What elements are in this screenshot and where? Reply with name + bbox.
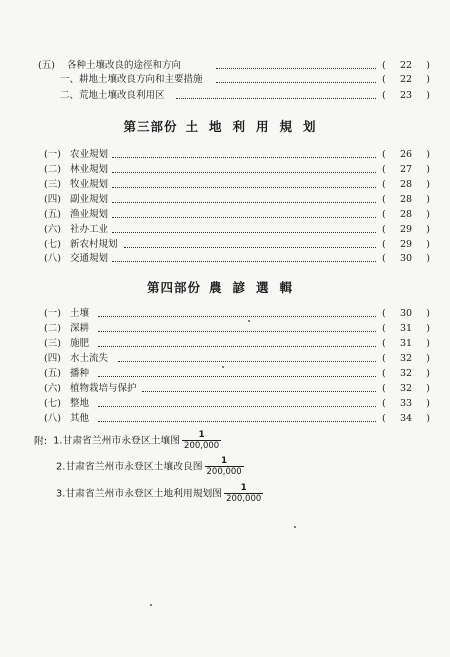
page-ref: ( 30 ) — [382, 251, 430, 267]
entry-title: 二、荒地土壤改良利用区 — [60, 90, 165, 101]
toc-entry — [0, 177, 450, 193]
appendix-entry — [34, 430, 221, 451]
appendix-title: 1.甘肃省兰州市永登区土壤图 — [53, 435, 181, 447]
page-number: 29 — [399, 224, 413, 235]
page-number: 30 — [399, 253, 413, 264]
toc-subentry — [0, 88, 450, 104]
toc-entry — [0, 396, 450, 412]
page-number: 33 — [399, 398, 413, 409]
dot-leader — [142, 391, 376, 392]
toc-entry — [0, 147, 450, 163]
dot-leader — [112, 217, 376, 218]
entry-title: 林业規划 — [70, 164, 109, 175]
entry-title: 播种 — [70, 368, 90, 379]
entry-number: (一) — [44, 308, 61, 319]
entry-number: (二) — [44, 164, 61, 175]
scale-numerator: 1 — [224, 483, 263, 494]
page-ref: ( 26 ) — [382, 147, 430, 163]
page-ref: ( 29 ) — [382, 237, 430, 253]
map-scale — [182, 430, 221, 451]
page-ref: ( 32 ) — [382, 381, 430, 397]
entry-title: 深耕 — [70, 323, 90, 334]
part-heading — [0, 117, 450, 135]
entry-number: (七) — [44, 398, 61, 409]
entry-title: 牧业規划 — [70, 179, 109, 190]
entry-title: 各种土壤改良的途徑和方向 — [67, 60, 182, 71]
page-number: 22 — [399, 60, 413, 71]
page-ref: ( 28 ) — [382, 207, 430, 223]
scale-numerator: 1 — [182, 430, 221, 441]
entry-title: 水土流失 — [70, 353, 109, 364]
dot-leader — [112, 261, 376, 262]
entry-title: 社办工业 — [70, 224, 109, 235]
dot-leader — [98, 316, 376, 317]
toc-entry — [0, 366, 450, 382]
entry-number: (四) — [44, 353, 61, 364]
scan-speck — [248, 320, 250, 322]
entry-number: (三) — [44, 338, 61, 349]
scan-speck — [150, 604, 152, 606]
appendix-title: 2.甘肃省兰州市永登区土壤改良图 — [56, 461, 203, 473]
dot-leader — [98, 331, 376, 332]
toc-entry — [0, 411, 450, 427]
toc-subentry — [0, 72, 450, 88]
toc-entry — [0, 321, 450, 337]
page-ref: ( 28 ) — [382, 177, 430, 193]
entry-number: (六) — [44, 224, 61, 235]
page-number: 32 — [399, 368, 413, 379]
map-scale — [224, 483, 263, 504]
part-title: 土地利用規划 — [185, 119, 327, 134]
scale-denominator: 200,000 — [184, 441, 220, 451]
dot-leader — [112, 172, 376, 173]
part-prefix: 第三部份 — [123, 119, 178, 134]
page-number: 26 — [399, 149, 413, 160]
part-prefix: 第四部份 — [146, 280, 201, 295]
part-heading — [0, 278, 450, 296]
map-scale — [205, 456, 244, 477]
page-ref: ( 32 ) — [382, 351, 430, 367]
entry-title: 副业規划 — [70, 194, 109, 205]
entry-title: 植物栽培与保护 — [70, 383, 137, 394]
page-number: 22 — [399, 74, 413, 85]
toc-entry — [0, 192, 450, 208]
entry-number: (三) — [44, 179, 61, 190]
toc-entry — [0, 162, 450, 178]
toc-entry — [0, 306, 450, 322]
dot-leader — [112, 232, 376, 233]
page-ref: ( 33 ) — [382, 396, 430, 412]
page-ref: ( 22 ) — [382, 58, 430, 74]
page-number: 31 — [399, 323, 413, 334]
page-number: 28 — [399, 179, 413, 190]
dot-leader — [124, 247, 376, 248]
dot-leader — [112, 187, 376, 188]
appendix-entry — [56, 456, 244, 477]
toc-entry — [0, 207, 450, 223]
page-ref: ( 28 ) — [382, 192, 430, 208]
page-number: 23 — [399, 90, 413, 101]
page-ref: ( 31 ) — [382, 336, 430, 352]
dot-leader — [98, 346, 376, 347]
page-ref: ( 29 ) — [382, 222, 430, 238]
appendix-entry — [56, 483, 263, 504]
entry-number: (五) — [44, 209, 61, 220]
toc-entry — [0, 351, 450, 367]
page-ref: ( 31 ) — [382, 321, 430, 337]
entry-title: 土壤 — [70, 308, 90, 319]
dot-leader — [216, 82, 376, 83]
scale-denominator: 200,000 — [226, 494, 262, 504]
appendix-title: 3.甘肃省兰州市永登区土地利用規划图 — [56, 488, 223, 500]
page-number: 28 — [399, 209, 413, 220]
toc-entry — [0, 336, 450, 352]
entry-title: 农业規划 — [70, 149, 109, 160]
appendix-prefix: 附: — [34, 435, 48, 447]
entry-number: (五) — [38, 60, 55, 71]
page-ref: ( 30 ) — [382, 306, 430, 322]
page-ref: ( 22 ) — [382, 72, 430, 88]
dot-leader — [98, 406, 376, 407]
page-number: 27 — [399, 164, 413, 175]
page-number: 32 — [399, 353, 413, 364]
page-number: 29 — [399, 239, 413, 250]
scan-speck — [222, 366, 224, 368]
entry-number: (八) — [44, 413, 61, 424]
scale-denominator: 200,000 — [206, 467, 242, 477]
page-number: 31 — [399, 338, 413, 349]
scan-speck — [294, 526, 296, 528]
entry-title: 交通規划 — [70, 253, 109, 264]
dot-leader — [118, 361, 376, 362]
page-ref: ( 34 ) — [382, 411, 430, 427]
toc-entry — [0, 251, 450, 267]
entry-number: (八) — [44, 253, 61, 264]
scale-numerator: 1 — [205, 456, 244, 467]
entry-number: (一) — [44, 149, 61, 160]
entry-title: 新农村規划 — [70, 239, 118, 250]
entry-title: 一、耕地土壤改良方向和主要措施 — [60, 74, 203, 85]
dot-leader — [216, 68, 376, 69]
page-number: 28 — [399, 194, 413, 205]
dot-leader — [112, 202, 376, 203]
toc-entry — [0, 222, 450, 238]
entry-title: 渔业規划 — [70, 209, 109, 220]
page-ref: ( 32 ) — [382, 366, 430, 382]
page-ref: ( 27 ) — [382, 162, 430, 178]
part-title: 農諺選輯 — [209, 280, 304, 295]
dot-leader — [98, 376, 376, 377]
entry-title: 整地 — [70, 398, 90, 409]
dot-leader — [176, 98, 376, 99]
entry-number: (五) — [44, 368, 61, 379]
toc-entry — [0, 381, 450, 397]
entry-title: 施肥 — [70, 338, 90, 349]
page-number: 34 — [399, 413, 413, 424]
entry-number: (七) — [44, 239, 61, 250]
page-ref: ( 23 ) — [382, 88, 430, 104]
entry-number: (四) — [44, 194, 61, 205]
page-number: 32 — [399, 383, 413, 394]
page-number: 30 — [399, 308, 413, 319]
entry-title: 其他 — [70, 413, 90, 424]
entry-number: (六) — [44, 383, 61, 394]
dot-leader — [98, 421, 376, 422]
entry-number: (二) — [44, 323, 61, 334]
dot-leader — [112, 157, 376, 158]
